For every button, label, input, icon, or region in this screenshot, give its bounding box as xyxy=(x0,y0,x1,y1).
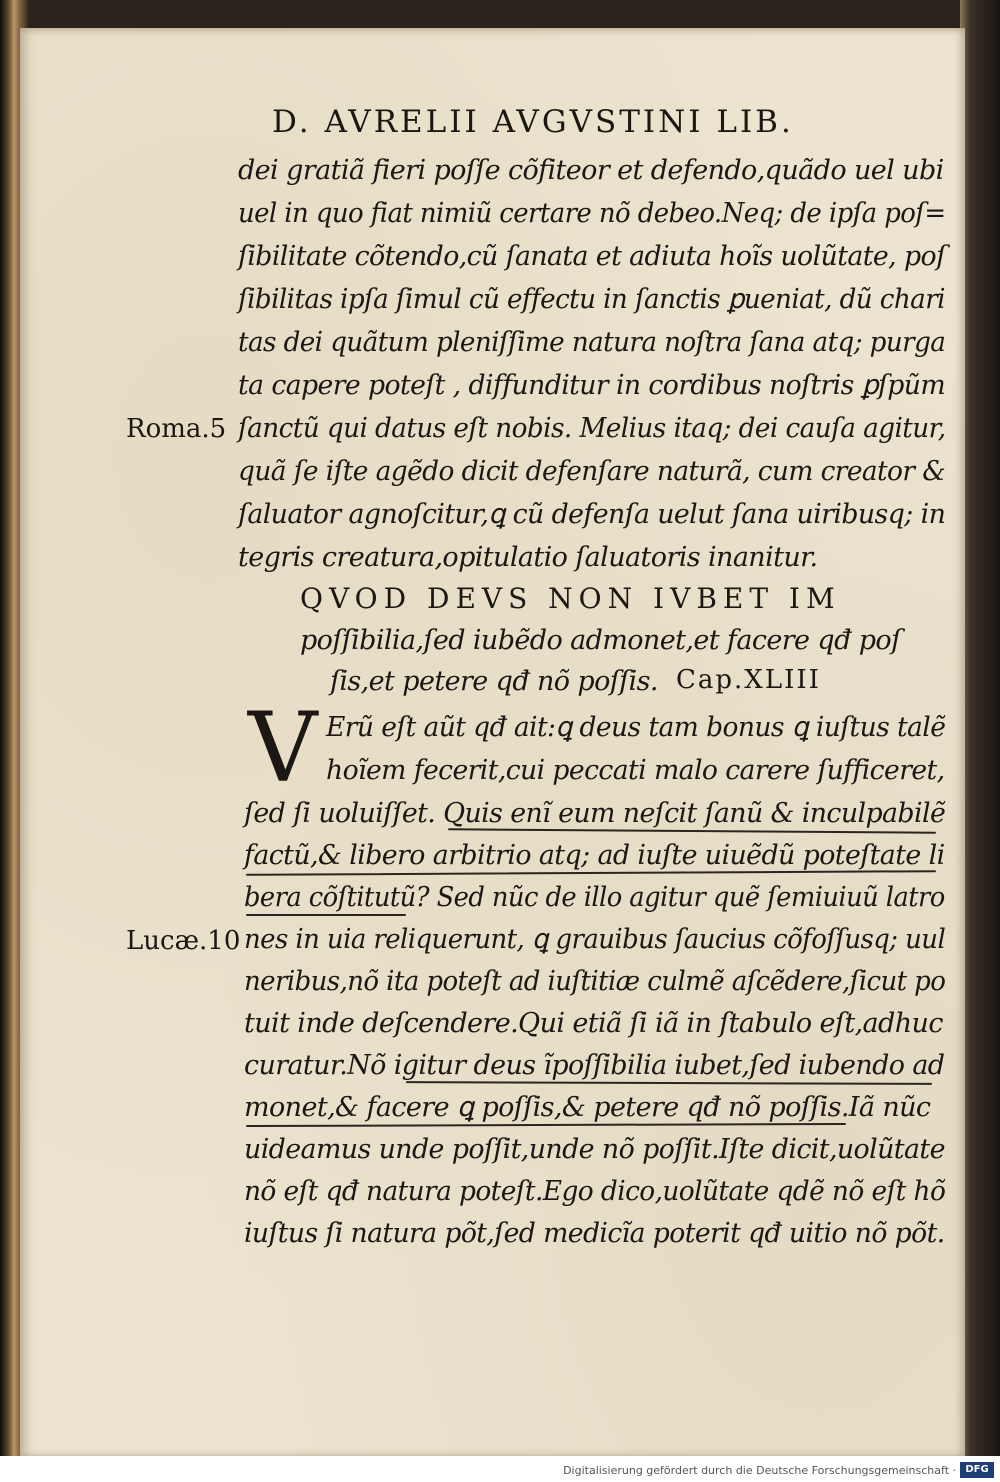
book-right-edge xyxy=(960,0,1000,1482)
dfg-logo: DFG xyxy=(960,1462,994,1478)
text-line: monet,& facere ꝗ poſſis,& petere qđ nõ poſſis.Iã nũc xyxy=(244,1092,931,1123)
text-line: tas dei quãtum pleniſſime natura noſtra ſana atq; purga xyxy=(238,327,946,358)
text-line: nes in uia reliquerunt, ꝗ grauibus ſaucius cõfoſſusq; uul xyxy=(244,924,946,955)
chapter-number: Cap.XLIII xyxy=(676,665,821,695)
running-head: D. AVRELII AVGVSTINI LIB. xyxy=(272,104,794,140)
text-line: bera cõſtitutũ? Sed nũc de illo agitur quẽ ſemiuiuũ latro xyxy=(244,882,945,913)
footer-credit: Digitalisierung gefördert durch die Deutsche Forschungsgemeinschaft · xyxy=(563,1464,956,1477)
text-line: neribus,nõ ita poteſt ad iuſtitiæ culmẽ aſcẽdere,ſicut po xyxy=(244,966,946,997)
scan-top-border xyxy=(0,0,1000,28)
decorated-initial: V xyxy=(248,692,318,804)
text-line: factũ,& libero arbitrio atq; ad iuſte uiuẽdũ poteſtate li xyxy=(244,840,945,871)
text-line: iuſtus ſi natura põt,ſed medicĩa poterit qđ uitio nõ põt. xyxy=(244,1218,945,1249)
text-line: ſanctũ qui datus eſt nobis. Melius itaq; dei cauſa agitur, xyxy=(238,413,946,444)
text-line: ta capere poteſt , diffunditur in cordibus noſtris ꝑſpũm xyxy=(238,370,946,401)
margin-note-roma: Roma.5 xyxy=(126,414,227,444)
chapter-heading-line: poſſibilia,ſed iubẽdo admonet,et facere qđ poſ xyxy=(300,625,901,656)
chapter-heading-caps: QVOD DEVS NON IVBET IM xyxy=(300,582,841,615)
text-line: uel in quo fiat nimiũ certare nõ debeo.Neq; de ipſa poſ= xyxy=(238,198,946,229)
text-line: ſibilitas ipſa ſimul cũ effectu in ſanctis ꝑueniat, dũ chari xyxy=(238,284,945,315)
ink-underline xyxy=(246,914,406,916)
text-line: curatur.Nõ igitur deus ĩpoſſibilia iubet,ſed iubendo ad xyxy=(244,1050,945,1081)
text-line: nõ eſt qđ natura poteſt.Ego dico,uolũtate qdẽ nõ eſt hõ xyxy=(244,1176,946,1207)
text-line: ſibilitate cõtendo,cũ ſanata et adiuta hoĩs uolũtate, poſ xyxy=(238,241,946,272)
text-line: ſed ſi uoluiſſet. Quis enĩ eum neſcit ſanũ & inculpabilẽ xyxy=(244,798,946,829)
margin-note-lucae: Lucæ.10 xyxy=(126,926,241,956)
text-line: ſaluator agnoſcitur,ꝗ cũ defenſa uelut ſana uiribusq; in xyxy=(238,499,946,530)
text-line: hoĩem fecerit,cui peccati malo carere ſufficeret, xyxy=(326,755,945,786)
text-line: uideamus unde poſſit,unde nõ poſſit.Iſte dicit,uolũtate xyxy=(244,1134,945,1165)
text-line: quã ſe iſte agẽdo dicit defenſare naturã, cum creator & xyxy=(238,456,946,487)
chapter-heading-line: ſis,et petere qđ nõ poſſis. xyxy=(330,666,658,697)
text-line: tegris creatura,opitulatio ſaluatoris inanitur. xyxy=(238,542,818,573)
text-line: tuit inde deſcendere.Qui etiã ſi iã in ſtabulo eſt,adhuc xyxy=(244,1008,943,1039)
text-line: Erũ eſt aũt qđ ait:ꝗ deus tam bonus ꝗ iuſtus talẽ xyxy=(326,712,946,743)
text-line: dei gratiã fieri poſſe cõfiteor et defendo,quãdo uel ubi xyxy=(238,155,944,186)
